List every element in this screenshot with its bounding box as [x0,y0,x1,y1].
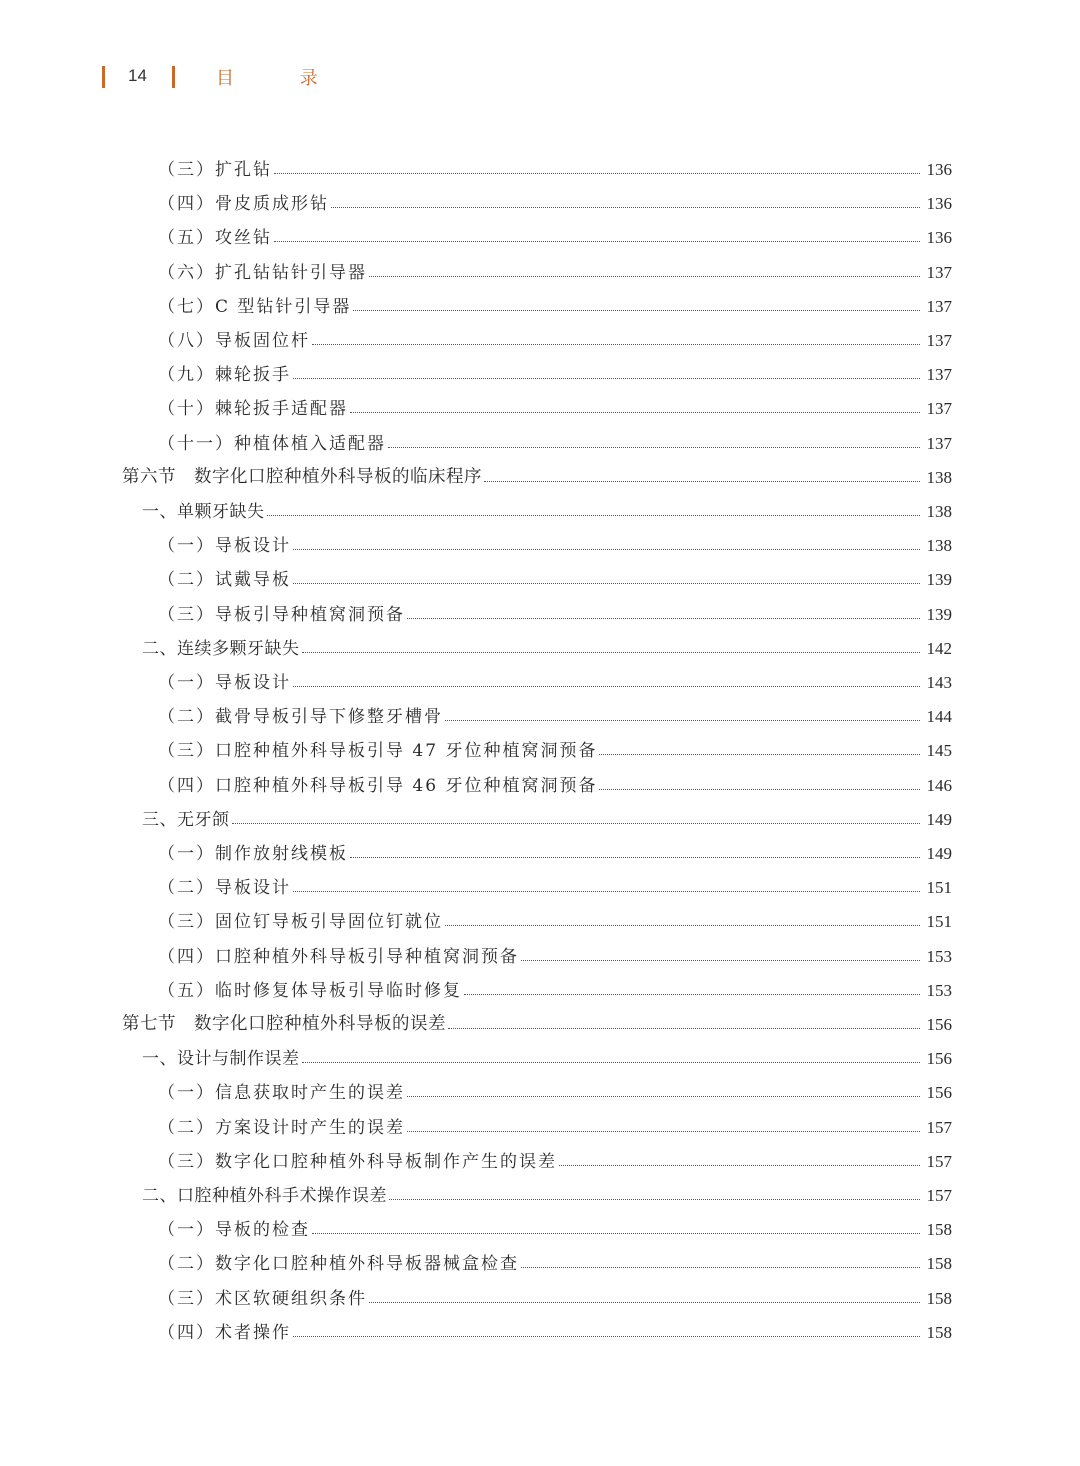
toc-entry-page: 158 [926,1220,952,1240]
toc-entry-label: （四）骨皮质成形钻 [158,194,329,215]
toc-entry-label: （一）导板的检查 [158,1220,310,1241]
toc-dot-leader [267,515,921,516]
toc-dot-leader [293,1336,920,1337]
toc-entry[interactable] [158,522,952,556]
toc-dot-leader [407,1131,920,1132]
toc-dot-leader [445,925,920,926]
toc-entry-page: 136 [926,160,952,179]
toc-dot-leader [274,173,920,174]
toc-entry-label: （二）方案设计时产生的误差 [158,1117,405,1138]
toc-entry-label: （三）固位钉导板引导固位钉就位 [158,912,443,933]
toc-entry[interactable] [142,1035,952,1069]
toc-entry-label: 第六节 数字化口腔种植外科导板的临床程序 [122,466,482,487]
toc-entry[interactable] [158,1069,952,1103]
toc-entry-label: （三）术区软硬组织条件 [158,1288,367,1309]
toc-dot-leader [293,583,920,584]
toc-entry-page: 151 [926,878,952,898]
header-left-bar [102,66,105,88]
toc-entry-page: 137 [926,433,952,453]
toc-entry-page: 153 [926,980,952,1000]
toc-entry-label: （一）导板设计 [158,536,291,557]
toc-entry-label: （六）扩孔钻钻针引导器 [158,262,367,283]
toc-entry[interactable] [142,625,952,659]
toc-entry-label: （四）术者操作 [158,1322,291,1343]
toc-entry[interactable] [158,727,952,761]
toc-entry-page: 139 [926,604,952,624]
toc-entry-label: 二、连续多颗牙缺失 [142,638,300,659]
toc-dot-leader [445,720,920,721]
toc-entry-label: （九）棘轮扳手 [158,365,291,386]
toc-entry-label: （十）棘轮扳手适配器 [158,399,348,420]
toc-entry-page: 146 [926,775,952,795]
toc-dot-leader [293,686,920,687]
toc-entry[interactable] [158,1240,952,1274]
toc-dot-leader [293,891,920,892]
toc-entry-page: 153 [926,946,952,966]
toc-dot-leader [407,618,920,619]
toc-dot-leader [464,994,920,995]
toc-dot-leader [274,241,920,242]
toc-entry[interactable] [158,351,952,385]
toc-entry-page: 137 [926,365,952,385]
toc-dot-leader [312,344,920,345]
toc-entry-page: 145 [926,741,952,761]
toc-dot-leader [369,1302,920,1303]
toc-dot-leader [293,378,920,379]
toc-entry-page: 149 [926,809,952,829]
toc-dot-leader [389,1199,920,1200]
header-title: 目 录 [216,68,348,89]
toc-entry-page: 157 [926,1186,952,1205]
toc-entry-page: 137 [926,399,952,419]
toc-entry-label: （一）制作放射线模板 [158,844,348,864]
toc-entry-page: 158 [926,1254,952,1274]
toc-entry-page: 158 [926,1322,952,1342]
toc-dot-leader [331,207,920,208]
page-number: 14 [128,66,147,85]
toc-entry-label: 一、单颗牙缺失 [142,502,265,522]
toc-entry-page: 136 [926,228,952,248]
toc-dot-leader [599,789,920,790]
toc-entry-page: 151 [926,912,952,932]
toc-entry[interactable] [158,693,952,727]
toc-entry-page: 137 [926,331,952,350]
toc-dot-leader [302,652,921,653]
toc-entry[interactable] [158,385,952,419]
toc-entry[interactable] [122,1001,952,1035]
toc-dot-leader [232,823,921,824]
toc-dot-leader [312,1233,920,1234]
toc-dot-leader [559,1165,920,1166]
toc-entry-page: 156 [926,1015,952,1034]
toc-entry[interactable] [158,830,952,864]
header-divider-bar [172,66,175,88]
toc-entry[interactable] [158,1275,952,1309]
toc-entry[interactable] [158,317,952,351]
toc-entry-page: 138 [926,467,952,487]
toc-entry-label: （一）导板设计 [158,673,291,693]
toc-entry-label: （二）试戴导板 [158,570,291,591]
toc-entry[interactable] [158,898,952,932]
toc-entry[interactable] [142,488,952,522]
toc-entry-page: 143 [926,673,952,692]
toc-entry-label: （五）临时修复体导板引导临时修复 [158,980,462,1001]
toc-entry[interactable] [158,556,952,590]
toc-dot-leader [448,1028,920,1029]
toc-entry-page: 139 [926,570,952,590]
toc-dot-leader [293,549,920,550]
toc-entry[interactable] [122,454,952,488]
toc-entry-label: （二）导板设计 [158,878,291,899]
toc-entry-label: （七）C 型钻针引导器 [158,296,352,317]
toc-dot-leader [353,310,920,311]
page-header [0,58,1080,94]
toc-dot-leader [350,412,920,413]
toc-entry[interactable] [158,762,952,796]
toc-dot-leader [521,960,920,961]
toc-entry[interactable] [158,1104,952,1138]
toc-entry-label: （一）信息获取时产生的误差 [158,1083,405,1104]
toc-entry-page: 136 [926,194,952,214]
toc-entry-label: 二、口腔种植外科手术操作误差 [142,1186,387,1206]
toc-entry-page: 158 [926,1288,952,1308]
toc-entry-label: 一、设计与制作误差 [142,1049,300,1070]
toc-entry[interactable] [158,180,952,214]
toc-dot-leader [302,1062,921,1063]
toc-entry[interactable] [158,967,952,1001]
toc-entry-label: （十一）种植体植入适配器 [158,433,386,454]
toc-entry-page: 137 [926,262,952,282]
toc-dot-leader [484,481,920,482]
toc-entry-page: 138 [926,536,952,556]
toc-entry[interactable] [158,146,952,180]
toc-entry-label: （八）导板固位杆 [158,331,310,351]
toc-entry-page: 144 [926,707,952,727]
toc-entry-label: （三）导板引导种植窝洞预备 [158,604,405,625]
toc-entry-page: 138 [926,502,952,521]
toc-entry-page: 156 [926,1083,952,1103]
toc-entry-page: 157 [926,1117,952,1137]
toc-entry-label: （三）数字化口腔种植外科导板制作产生的误差 [158,1151,557,1172]
toc-entry-page: 142 [926,638,952,658]
toc-entry-page: 137 [926,296,952,316]
toc-entry-label: （四）口腔种植外科导板引导 46 牙位种植窝洞预备 [158,775,598,796]
toc-entry[interactable] [158,864,952,898]
toc-entry-label: （二）截骨导板引导下修整牙槽骨 [158,707,443,728]
toc-dot-leader [388,447,920,448]
toc-entry[interactable] [158,249,952,283]
toc-entry[interactable] [158,283,952,317]
toc-dot-leader [521,1267,920,1268]
toc-dot-leader [407,1096,920,1097]
toc-entry[interactable] [158,1206,952,1240]
toc-entry-label: （三）扩孔钻 [158,160,272,180]
toc-entry-page: 149 [926,844,952,863]
toc-entry[interactable] [158,1138,952,1172]
toc-entry[interactable] [158,420,952,454]
toc-entry[interactable] [142,1172,952,1206]
toc-entry-label: （二）数字化口腔种植外科导板器械盒检查 [158,1254,519,1275]
toc-entry-label: （三）口腔种植外科导板引导 47 牙位种植窝洞预备 [158,741,598,762]
toc-dot-leader [599,754,920,755]
toc-entry-label: 三、无牙颌 [142,809,230,830]
toc-entry[interactable] [158,659,952,693]
toc-dot-leader [369,276,920,277]
toc-dot-leader [350,857,920,858]
toc-entry-label: 第七节 数字化口腔种植外科导板的误差 [122,1014,446,1034]
toc-entry[interactable] [158,214,952,248]
toc-entry[interactable] [142,796,952,830]
toc-entry-page: 157 [926,1151,952,1171]
toc-entry[interactable] [158,591,952,625]
toc-entry-page: 156 [926,1049,952,1069]
toc-entry-label: （四）口腔种植外科导板引导种植窝洞预备 [158,946,519,967]
toc-entry-label: （五）攻丝钻 [158,228,272,249]
toc-entry[interactable] [158,1309,952,1343]
toc-entry[interactable] [158,933,952,967]
